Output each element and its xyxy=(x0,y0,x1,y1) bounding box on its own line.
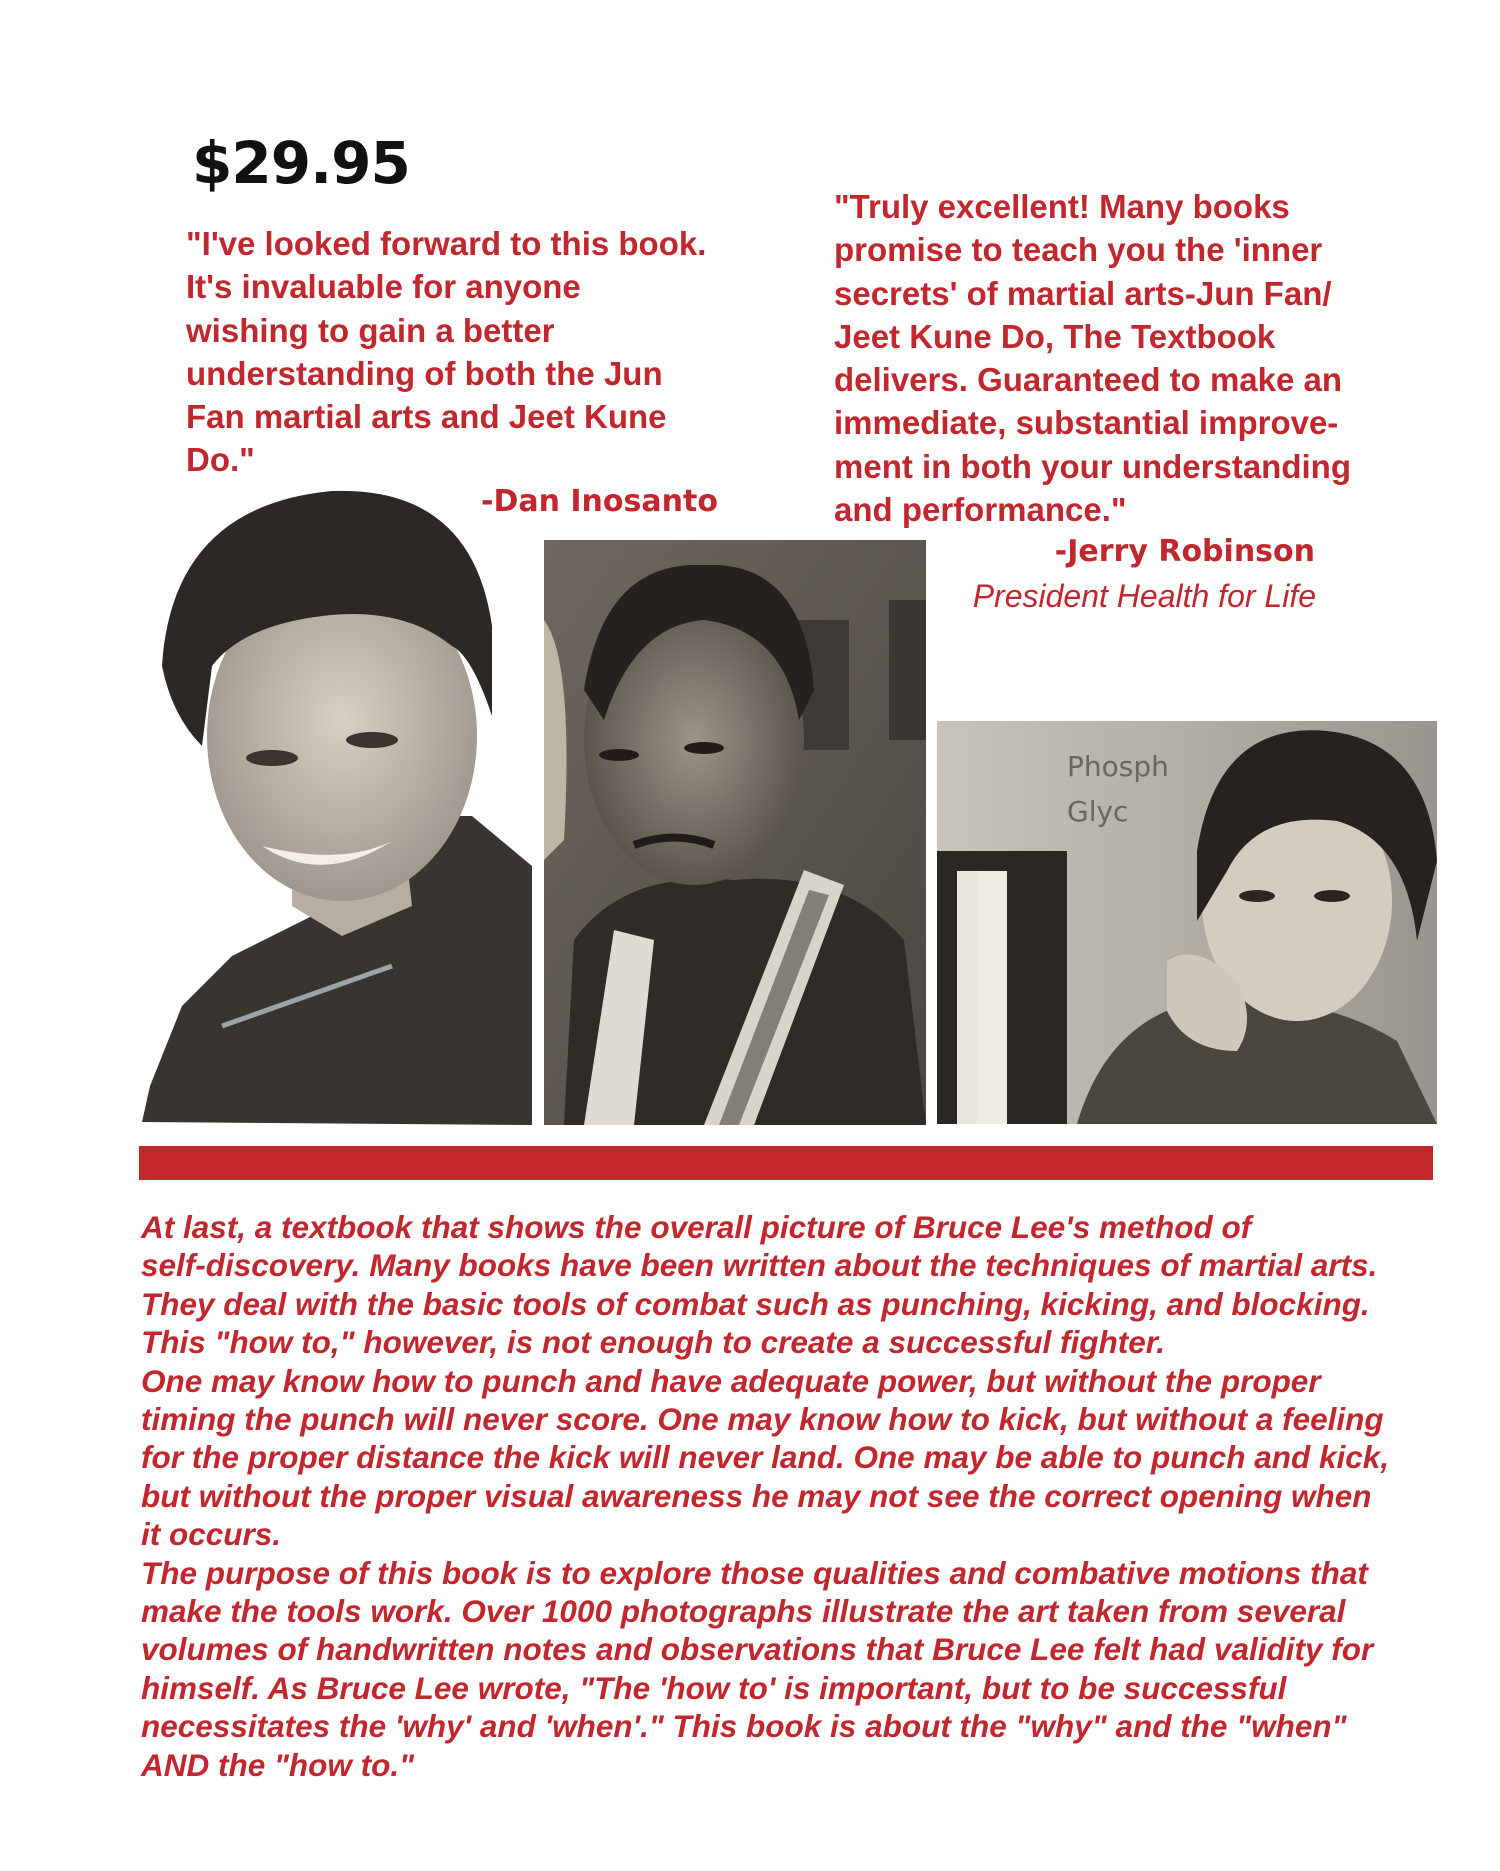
description-line: timing the punch will never score. One may know how to kick, but without a feeling xyxy=(141,1401,1384,1438)
portrait-image xyxy=(937,721,1437,1124)
quote-line: "Truly excellent! Many books xyxy=(834,188,1290,225)
quote-line: secrets' of martial arts-Jun Fan/ xyxy=(834,274,1332,312)
quote-line: "I've looked forward to this book. xyxy=(186,225,707,262)
description-line: At last, a textbook that shows the overall picture of Bruce Lee's method of xyxy=(141,1209,1252,1245)
bruce-lee-portrait xyxy=(142,486,532,1125)
svg-text:Glyc: Glyc xyxy=(1067,795,1129,828)
description-line: The purpose of this book is to explore those qualities and combative motions that xyxy=(141,1554,1368,1591)
description-line: self-discovery. Many books have been written about the techniques of martial arts. xyxy=(141,1247,1378,1284)
portrait-image xyxy=(544,540,926,1125)
description-line: AND the "how to." xyxy=(141,1746,415,1783)
description-line: it occurs. xyxy=(141,1516,282,1553)
quote-line: and performance." xyxy=(834,491,1127,529)
portrait-image xyxy=(142,486,532,1125)
description-line: but without the proper visual awareness he may not see the correct opening when xyxy=(141,1477,1372,1514)
testimonial-author-inosanto: -Dan Inosanto xyxy=(481,484,718,519)
quote-line: Fan martial arts and Jeet Kune xyxy=(186,398,667,436)
book-description xyxy=(141,1208,1451,1784)
dan-inosanto-portrait xyxy=(544,540,926,1125)
quote-line: immediate, substantial improve- xyxy=(834,404,1339,442)
divider-bar xyxy=(139,1146,1433,1180)
quote-line: delivers. Guaranteed to make an xyxy=(834,361,1343,399)
description-line: One may know how to punch and have adequate power, but without the proper xyxy=(141,1362,1321,1399)
quote-line: promise to teach you the 'inner xyxy=(834,231,1323,269)
description-line: volumes of handwritten notes and observations that Bruce Lee felt had validity for xyxy=(141,1631,1374,1668)
quote-line: wishing to gain a better xyxy=(186,311,555,349)
quote-line: ment in both your understanding xyxy=(834,447,1351,485)
testimonial-inosanto xyxy=(186,222,706,482)
description-line: make the tools work. Over 1000 photographs illustrate the art taken from several xyxy=(141,1593,1346,1630)
jerry-robinson-portrait xyxy=(937,721,1437,1124)
description-line: This "how to," however, is not enough to create a successful fighter. xyxy=(141,1324,1166,1361)
quote-line: understanding of both the Jun xyxy=(186,354,663,392)
svg-text:Phosph: Phosph xyxy=(1067,750,1169,783)
testimonial-author-title: President Health for Life xyxy=(972,578,1316,614)
testimonial-robinson xyxy=(834,185,1351,531)
description-line: himself. As Bruce Lee wrote, "The 'how to' is important, but to be successful xyxy=(141,1669,1287,1706)
description-line: for the proper distance the kick will never land. One may be able to punch and kick, xyxy=(141,1439,1390,1476)
description-line: They deal with the basic tools of combat such as punching, kicking, and blocking. xyxy=(141,1285,1370,1322)
quote-line: Jeet Kune Do, The Textbook xyxy=(834,317,1276,355)
quote-line: It's invaluable for anyone xyxy=(186,268,581,306)
price-label: $29.95 xyxy=(192,129,410,197)
quote-line: Do." xyxy=(186,441,255,479)
description-line: necessitates the 'why' and 'when'." This book is about the "why" and the "when" xyxy=(141,1708,1347,1745)
testimonial-author-robinson: -Jerry Robinson xyxy=(1054,534,1315,569)
